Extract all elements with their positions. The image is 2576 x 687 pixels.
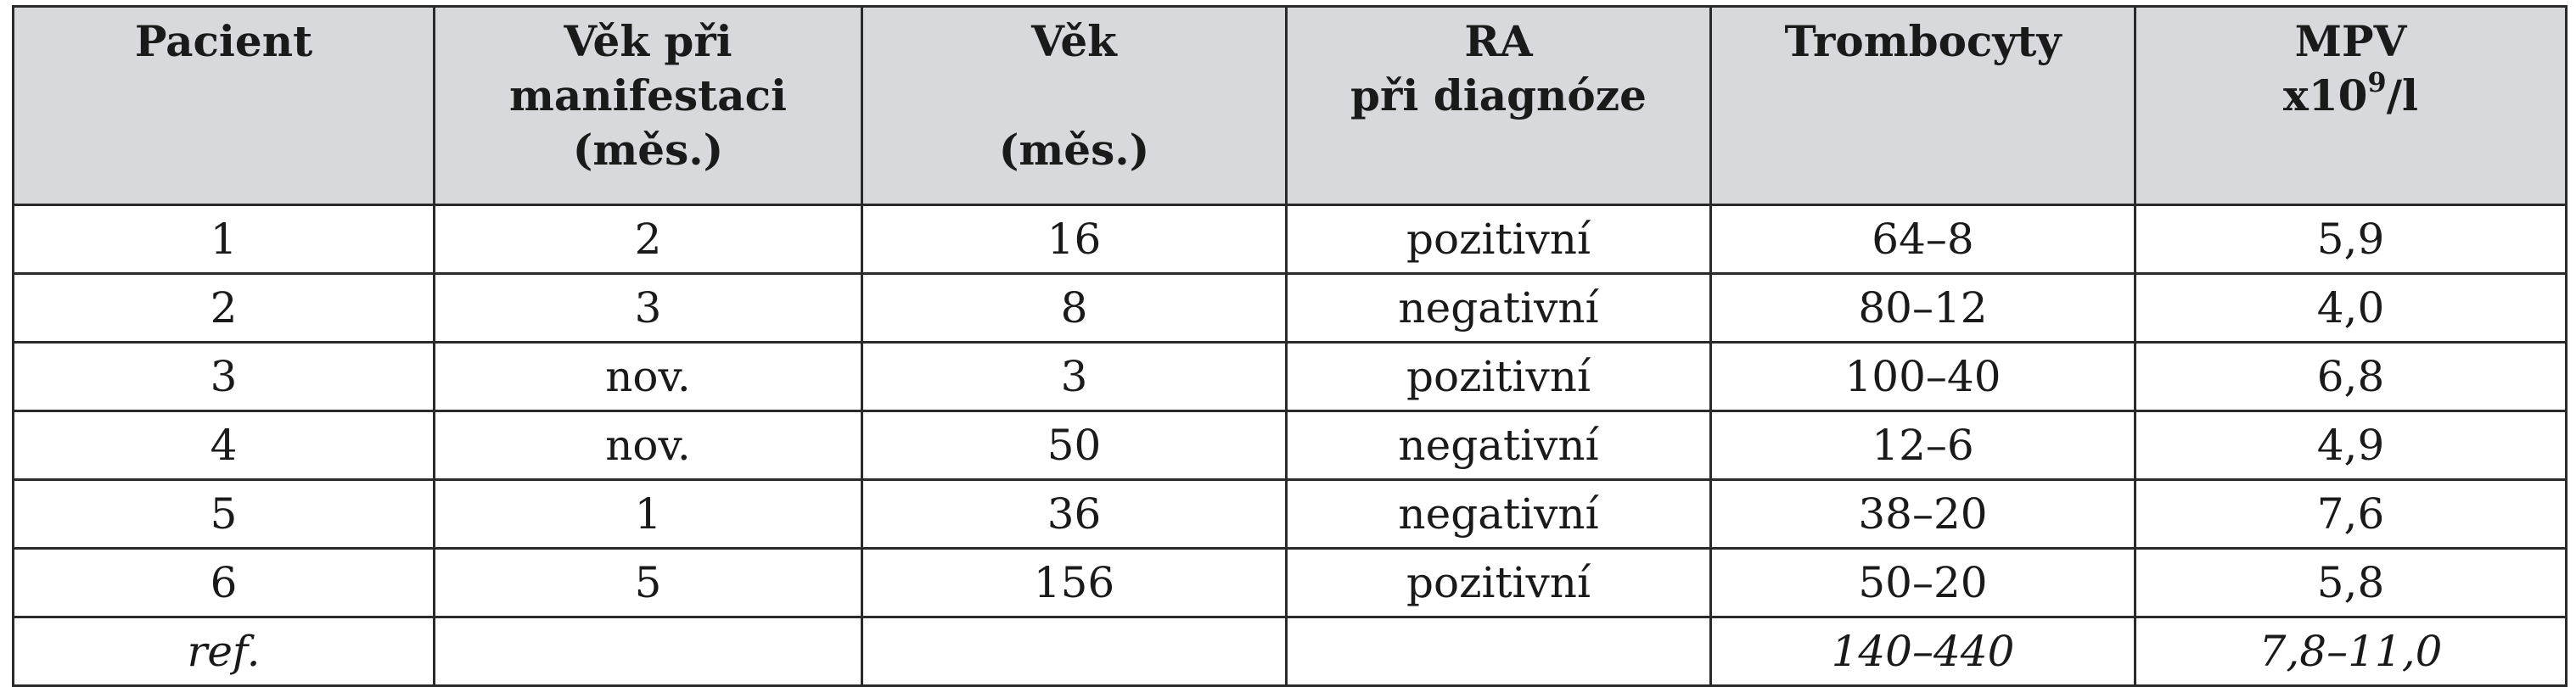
header-age-spacer <box>863 69 1285 123</box>
table-row <box>14 411 2567 480</box>
cell-patient: 6 <box>14 549 435 617</box>
header-mpv-unit-exponent: 9 <box>2367 66 2387 99</box>
cell-mpv: 7,6 <box>2135 480 2567 549</box>
header-row <box>14 7 2567 205</box>
cell-patient: 3 <box>14 343 435 411</box>
cell-age <box>862 617 1287 686</box>
header-age-line3: (měs.) <box>998 125 1150 175</box>
reference-row <box>14 617 2567 686</box>
header-onset-age <box>435 7 862 205</box>
header-ra <box>1287 7 1711 205</box>
cell-age: 50 <box>862 411 1287 480</box>
cell-age: 3 <box>862 343 1287 411</box>
cell-platelets: 38–20 <box>1711 480 2135 549</box>
header-age-line1: Věk <box>1031 16 1117 66</box>
cell-age: 156 <box>862 549 1287 617</box>
cell-ref-label: ref. <box>14 617 435 686</box>
cell-ra <box>1287 617 1711 686</box>
header-ra-line2: při diagnóze <box>1350 70 1647 120</box>
cell-platelets: 12–6 <box>1711 411 2135 480</box>
cell-onset-age: nov. <box>435 343 862 411</box>
header-ra-line1: RA <box>1464 16 1533 66</box>
cell-age: 36 <box>862 480 1287 549</box>
cell-ra: pozitivní <box>1287 343 1711 411</box>
header-mpv <box>2135 7 2567 205</box>
table-header <box>14 7 2567 205</box>
cell-platelets: 80–12 <box>1711 274 2135 343</box>
cell-mpv: 4,9 <box>2135 411 2567 480</box>
cell-onset-age: 5 <box>435 549 862 617</box>
header-platelets-label: Trombocyty <box>1784 16 2062 66</box>
cell-ref-mpv: 7,8–11,0 <box>2135 617 2567 686</box>
table-body <box>14 205 2567 686</box>
cell-mpv: 6,8 <box>2135 343 2567 411</box>
cell-ref-platelets: 140–440 <box>1711 617 2135 686</box>
cell-patient: 1 <box>14 205 435 274</box>
header-mpv-unit-prefix: x10 <box>2283 70 2368 120</box>
cell-ra: pozitivní <box>1287 205 1711 274</box>
table-row <box>14 274 2567 343</box>
cell-onset-age: nov. <box>435 411 862 480</box>
cell-patient: 2 <box>14 274 435 343</box>
header-onset-age-line3: (měs.) <box>572 125 724 175</box>
header-mpv-line2 <box>2136 66 2565 123</box>
cell-ra: negativní <box>1287 480 1711 549</box>
table-row <box>14 549 2567 617</box>
cell-patient: 5 <box>14 480 435 549</box>
cell-mpv: 5,9 <box>2135 205 2567 274</box>
table-container <box>12 5 2565 687</box>
header-platelets <box>1711 7 2135 205</box>
header-patient-label: Pacient <box>134 16 313 66</box>
cell-platelets: 100–40 <box>1711 343 2135 411</box>
cell-ra: pozitivní <box>1287 549 1711 617</box>
cell-mpv: 5,8 <box>2135 549 2567 617</box>
table-row <box>14 480 2567 549</box>
cell-onset-age <box>435 617 862 686</box>
table-row <box>14 205 2567 274</box>
header-onset-age-line1: Věk při <box>564 16 732 66</box>
header-patient <box>14 7 435 205</box>
cell-mpv: 4,0 <box>2135 274 2567 343</box>
cell-age: 16 <box>862 205 1287 274</box>
header-mpv-line1: MPV <box>2294 16 2407 66</box>
cell-onset-age: 1 <box>435 480 862 549</box>
cell-platelets: 50–20 <box>1711 549 2135 617</box>
cell-platelets: 64–8 <box>1711 205 2135 274</box>
header-age <box>862 7 1287 205</box>
cell-ra: negativní <box>1287 411 1711 480</box>
patient-platelet-table <box>12 5 2568 687</box>
cell-onset-age: 2 <box>435 205 862 274</box>
table-row <box>14 343 2567 411</box>
cell-onset-age: 3 <box>435 274 862 343</box>
cell-ra: negativní <box>1287 274 1711 343</box>
cell-patient: 4 <box>14 411 435 480</box>
cell-age: 8 <box>862 274 1287 343</box>
header-mpv-unit-suffix: /l <box>2386 70 2418 120</box>
header-onset-age-line2: manifestaci <box>508 70 788 120</box>
